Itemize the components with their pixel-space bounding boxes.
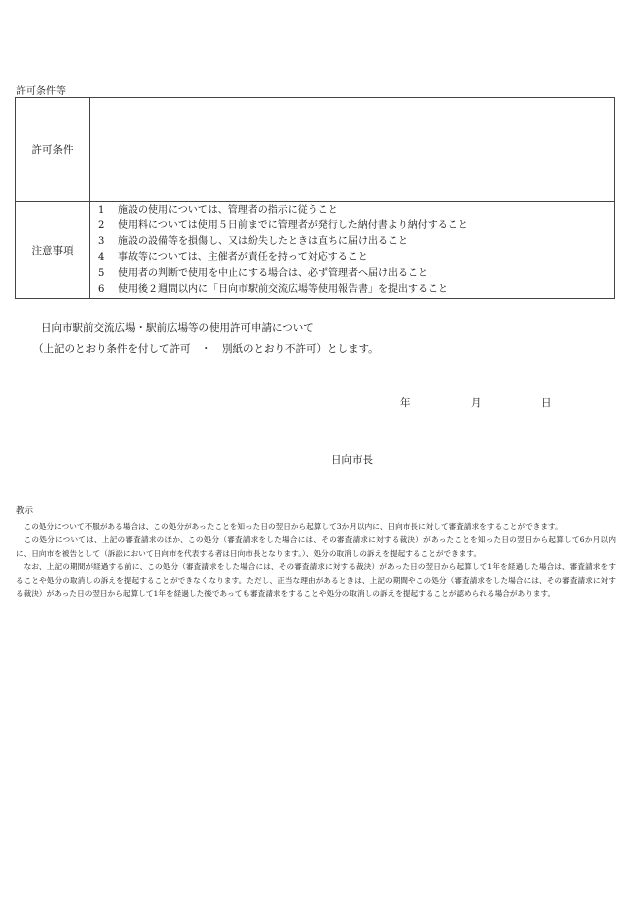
date-year: 年 xyxy=(400,397,411,409)
date-day: 日 xyxy=(541,397,552,409)
notice-paragraph: なお、上記の期間が経過する前に、この処分（審査請求をした場合には、その審査請求に対する裁決）があった日の翌日から起算して1年を経過した場合は、審査請求をすることや処分の取消しの訴えを提起することができなくなります。ただし、正当な理由があるときは、上記の期間やこの処分（審査請求をした場合には、その審査請求に対する裁決）があった日の翌日から起算して1年を経過した後であっても審査請求をすることや処分の取消しの訴えを提起することが認められる場合があります。 xyxy=(16,562,616,598)
note-item xyxy=(98,218,614,234)
notes-label: 注意事項 xyxy=(16,202,90,299)
application-line-2: （上記のとおり条件を付して許可 ・ 別紙のとおり不許可）とします。 xyxy=(33,343,379,355)
application-line-1: 日向市駅前交流広場・駅前広場等の使用許可申請について xyxy=(41,322,314,334)
note-item xyxy=(98,282,614,298)
note-number: 5 xyxy=(98,267,105,279)
notes-list xyxy=(90,203,614,298)
note-text: 施設の設備等を損傷し、又は紛失したときは直ちに届け出ること xyxy=(118,236,408,248)
note-text: 事故等については、主催者が責任を持って対応すること xyxy=(118,252,368,263)
note-item xyxy=(98,234,614,250)
note-number: 6 xyxy=(98,283,105,295)
section-title: 許可条件等 xyxy=(16,86,66,97)
note-text: 施設の使用については、管理者の指示に従うこと xyxy=(118,204,338,216)
note-number: 1 xyxy=(98,204,105,216)
conditions-table xyxy=(15,97,615,299)
appeal-notice xyxy=(16,505,616,601)
notice-paragraph: この処分について不服がある場合は、この処分があったことを知った日の翌日から起算して3か月以内に、日向市長に対して審査請求をすることができます。 xyxy=(23,521,563,531)
notice-paragraph: この処分については、上記の審査請求のほか、この処分（審査請求をした場合には、その審査請求に対する裁決）があったことを知った日の翌日から起算して6か月以内に、日向市を被告として（訴訟において日向市を代表する者は日向市長となります。）、処分の取消しの訴えを提起することができます。 xyxy=(16,535,616,558)
notes-row xyxy=(16,202,615,299)
note-number: 3 xyxy=(98,236,105,248)
note-text: 使用料については使用５日前までに管理者が発行した納付書より納付すること xyxy=(118,220,468,232)
notice-heading: 教示 xyxy=(16,506,34,516)
note-item xyxy=(98,203,614,219)
note-text: 使用後２週間以内に「日向市駅前交流広場等使用報告書」を提出すること xyxy=(118,283,448,295)
conditions-text xyxy=(90,98,615,202)
issuer-name: 日向市長 xyxy=(331,454,373,466)
note-item xyxy=(98,266,614,282)
conditions-label: 許可条件 xyxy=(16,98,90,202)
date-month: 月 xyxy=(471,397,482,409)
note-item xyxy=(98,250,614,266)
note-number: 4 xyxy=(98,252,105,263)
note-number: 2 xyxy=(98,220,105,232)
note-text: 使用者の判断で使用を中止にする場合は、必ず管理者へ届け出ること xyxy=(118,267,428,279)
notes-cell xyxy=(90,202,615,299)
conditions-row xyxy=(16,98,615,202)
